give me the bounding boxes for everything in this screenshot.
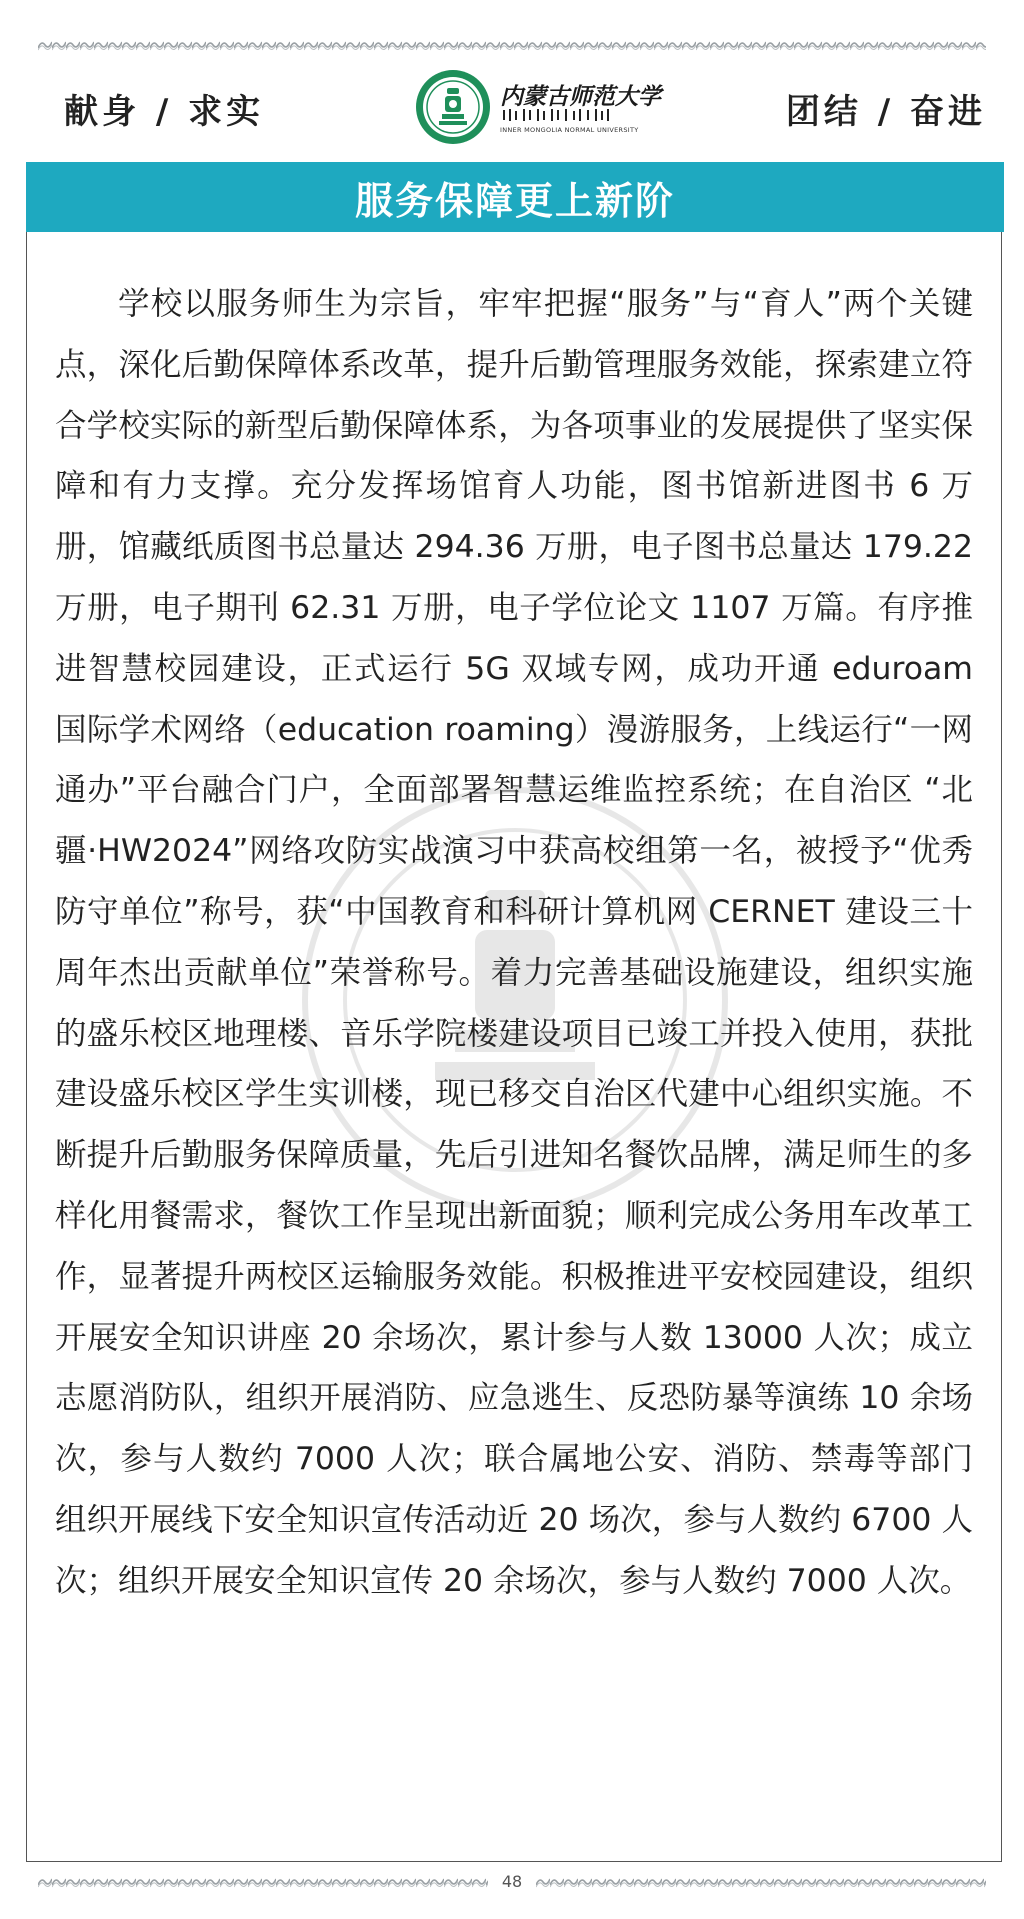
university-seal-icon <box>414 68 492 146</box>
logo-name-en: INNER MONGOLIA NORMAL UNIVERSITY <box>500 126 639 134</box>
footer-wave-right <box>536 1875 986 1889</box>
top-wave-border <box>38 38 986 52</box>
university-logo <box>414 68 661 144</box>
section-paragraph: 学校以服务师生为宗旨，牢牢把握“服务”与“育人”两个关键点，深化后勤保障体系改革，提升后勤管理服务效能，探索建立符合学校实际的新型后勤保障体系，为各项事业的发展提供了坚实保障和有力支撑。充分发挥场馆育人功能，图书馆新进图书 6 万册，馆藏纸质图书总量达 294.36 万册，电子图书总量达 179.22 万册，电子期刊 62.31 万册，电子学位论文 1107 万篇。有序推进智慧校园建设，正式运行 5G 双域专网，成功开通 eduroam 国际学术网络（education roaming）漫游服务，上线运行“一网通办”平台融合门户，全面部署智慧运维监控系统；在自治区 “北疆·HW2024”网络攻防实战演习中获高校组第一名，被授予“优秀防守单位”称号，获“中国教育和科研计算机网 CERNET 建设三十周年杰出贡献单位”荣誉称号。着力完善基础设施建设，组织实施的盛乐校区地理楼、音乐学院楼建设项目已竣工并投入使用，获批建设盛乐校区学生实训楼，现已移交自治区代建中心组织实施。不断提升后勤服务保障质量，先后引进知名餐饮品牌，满足师生的多样化用餐需求，餐饮工作呈现出新面貌；顺利完成公务用车改革工作，显著提升两校区运输服务效能。积极推进平安校园建设，组织开展安全知识讲座 20 余场次，累计参与人数 13000 人次；成立志愿消防队，组织开展消防、应急逃生、反恐防暴等演练 10 余场次，参与人数约 7000 人次；联合属地公安、消防、禁毒等部门组织开展线下安全知识宣传活动近 20 场次，参与人数约 6700 人次；组织开展安全知识宣传 20 余场次，参与人数约 7000 人次。 <box>55 286 973 1599</box>
page-footer <box>38 1872 986 1892</box>
page-number: 48 <box>501 1872 523 1891</box>
section-title: 服务保障更上新阶 <box>354 177 675 223</box>
logo-name-cn: 内蒙古师范大学 <box>500 83 661 110</box>
motto-right: 团结 / 奋进 <box>785 92 986 132</box>
mongolian-script-icon <box>502 108 612 122</box>
motto-left: 献身 / 求实 <box>64 92 265 132</box>
content-box <box>26 232 1002 1862</box>
section-title-bar <box>26 162 1004 232</box>
